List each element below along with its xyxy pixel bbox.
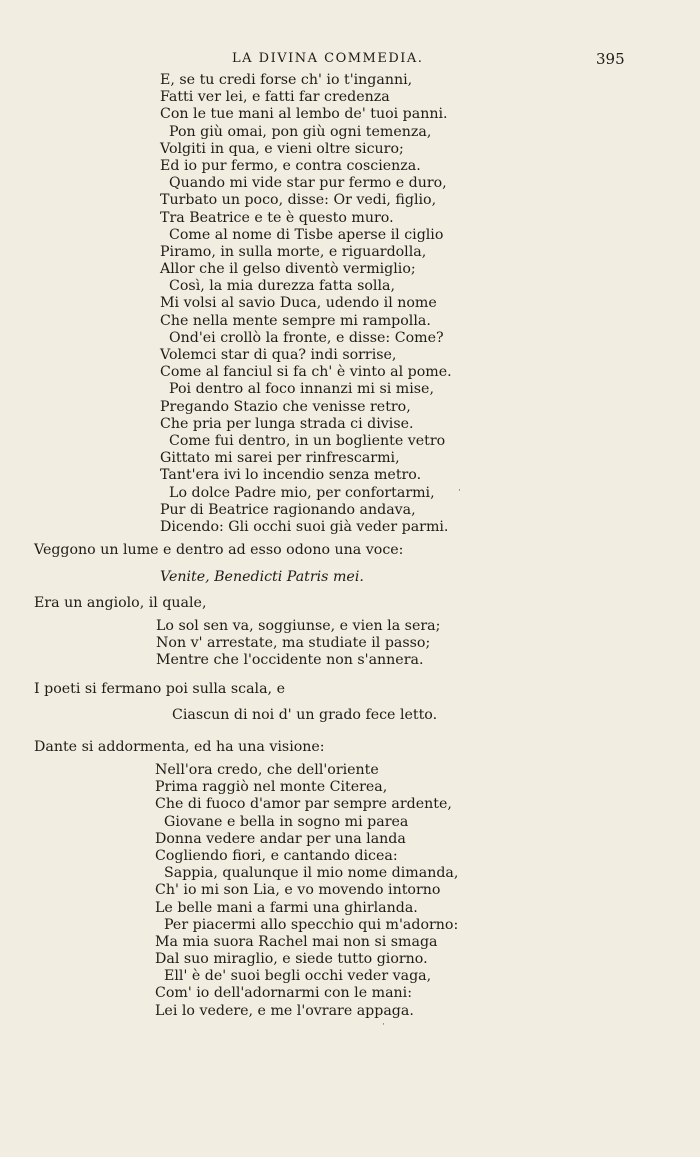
verse-line: Come al nome di Tisbe aperse il ciglio bbox=[160, 226, 444, 243]
running-title: LA DIVINA COMMEDIA. bbox=[232, 51, 424, 66]
prose-line-4: Dante si addormenta, ed ha una visione: bbox=[34, 739, 325, 755]
verse-line: Ed io pur fermo, e contra coscienza. bbox=[160, 157, 421, 174]
verse-line: Prima raggiò nel monte Citerea, bbox=[155, 779, 388, 796]
verse-line: Poi dentro al foco innanzi mi si mise, bbox=[160, 381, 434, 398]
page-header bbox=[0, 51, 700, 71]
verse-line: Non v' arrestate, ma studiate il passo; bbox=[156, 635, 431, 652]
verse-line: Ciascun di noi d' un grado fece letto. bbox=[172, 707, 438, 723]
verse-line: Lei lo vedere, e me l'ovrare appaga. bbox=[155, 1002, 414, 1019]
verse-line: Così, la mia durezza fatta solla, bbox=[160, 278, 395, 295]
verse-line: Gittato mi sarei per rinfrescarmi, bbox=[160, 450, 400, 467]
verse-stanza-3 bbox=[172, 707, 437, 724]
verse-line: Quando mi vide star pur fermo e duro, bbox=[160, 175, 447, 192]
verse-line: E, se tu credi forse ch' io t'inganni, bbox=[160, 72, 413, 88]
verse-line: Come al fanciul si fa ch' è vinto al pome. bbox=[160, 364, 452, 381]
verse-stanza-1 bbox=[160, 72, 452, 536]
verse-line: Tant'era ivi lo incendio senza metro. bbox=[160, 467, 422, 484]
verse-line: Le belle mani a farmi una ghirlanda. bbox=[155, 899, 418, 916]
verse-line: Turbato un poco, disse: Or vedi, figlio, bbox=[160, 192, 437, 209]
verse-line: Lo dolce Padre mio, per confortarmi, bbox=[160, 484, 435, 501]
prose-line-2: Era un angiolo, il quale, bbox=[34, 595, 207, 611]
verse-line: Dicendo: Gli occhi suoi già veder parmi. bbox=[160, 518, 449, 535]
verse-line: Dal suo miraglio, e siede tutto giorno. bbox=[155, 951, 428, 968]
ink-speck: · bbox=[458, 486, 461, 496]
verse-line: Tra Beatrice e te è questo muro. bbox=[160, 209, 394, 226]
verse-line: Mi volsi al savio Duca, udendo il nome bbox=[160, 295, 437, 312]
ink-speck: · bbox=[382, 1020, 385, 1030]
prose-line-1: Veggono un lume e dentro ad esso odono una voce: bbox=[34, 542, 404, 558]
verse-line: Pur di Beatrice ragionando andava, bbox=[160, 501, 416, 518]
verse-line: Ell' è de' suoi begli occhi veder vaga, bbox=[155, 968, 432, 985]
verse-line: Ma mia suora Rachel mai non si smaga bbox=[155, 933, 438, 950]
verse-line: Con le tue mani al lembo de' tuoi panni. bbox=[160, 106, 448, 123]
verse-line: Come fui dentro, in un bogliente vetro bbox=[160, 432, 446, 449]
page-number: 395 bbox=[596, 50, 625, 68]
verse-line: Per piacermi allo specchio qui m'adorno: bbox=[155, 916, 459, 933]
verse-line: Pon giù omai, pon giù ogni temenza, bbox=[160, 123, 432, 140]
verse-line: Allor che il gelso diventò vermiglio; bbox=[160, 261, 416, 278]
verse-line: Donna vedere andar per una landa bbox=[155, 830, 406, 847]
verse-line: Lo sol sen va, soggiunse, e vien la sera; bbox=[156, 618, 441, 634]
verse-line: Che pria per lunga strada ci divise. bbox=[160, 415, 414, 432]
verse-line: Cogliendo fiori, e cantando dicea: bbox=[155, 847, 398, 864]
verse-line: Com' io dell'adornarmi con le mani: bbox=[155, 985, 412, 1002]
verse-line: Nell'ora credo, che dell'oriente bbox=[155, 762, 379, 778]
verse-line: Ch' io mi son Lia, e vo movendo intorno bbox=[155, 882, 441, 899]
verse-line: Che nella mente sempre mi rampolla. bbox=[160, 312, 431, 329]
prose-line-3: I poeti si fermano poi sulla scala, e bbox=[34, 681, 285, 697]
verse-line: Volgiti in qua, e vieni oltre sicuro; bbox=[160, 140, 404, 157]
verse-line: Che di fuoco d'amor par sempre ardente, bbox=[155, 796, 452, 813]
verse-line: Volemci star di qua? indi sorrise, bbox=[160, 347, 397, 363]
verse-line: Mentre che l'occidente non s'annera. bbox=[156, 652, 424, 669]
verse-line: Piramo, in sulla morte, e riguardolla, bbox=[160, 243, 427, 260]
verse-line: Giovane e bella in sogno mi parea bbox=[155, 813, 409, 830]
verse-line: Fatti ver lei, e fatti far credenza bbox=[160, 89, 390, 106]
verse-line: Pregando Stazio che venisse retro, bbox=[160, 398, 411, 415]
verse-stanza-4 bbox=[155, 762, 458, 1020]
verse-stanza-2 bbox=[156, 618, 440, 670]
verse-line: Sappia, qualunque il mio nome dimanda, bbox=[155, 865, 459, 882]
verse-line: Ond'ei crollò la fronte, e disse: Come? bbox=[160, 329, 444, 346]
latin-quote: Venite, Benedicti Patris mei. bbox=[160, 569, 364, 585]
